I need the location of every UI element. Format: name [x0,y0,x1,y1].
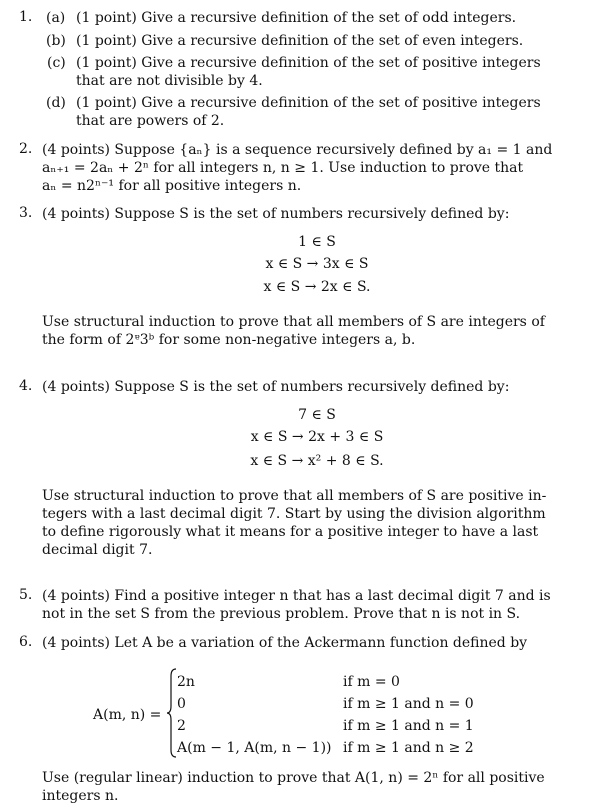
problem-6-text-2: integers n. [42,788,119,804]
problem-2-line1: (4 points) Suppose {aₙ} is a sequence recursively defined by a₁ = 1 and [42,142,553,158]
problem-5-number: 5. [19,587,33,603]
problem-2-line2: aₙ₊₁ = 2aₙ + 2ⁿ for all integers n, n ≥ 1. Use induction to prove that [42,160,524,176]
problem-3-rule-1: 1 ∈ S [298,234,336,250]
problem-3-intro: (4 points) Suppose S is the set of numbers recursively defined by: [42,206,510,222]
problem-5-line1: (4 points) Find a positive integer n that has a last decimal digit 7 and is [42,588,551,604]
problem-1a-label: (a) [46,10,66,26]
case-2-condition: if m ≥ 1 and n = 0 [343,696,474,712]
problem-6-text-1: Use (regular linear) induction to prove that A(1, n) = 2ⁿ for all positive [42,770,545,786]
problem-2-number: 2. [19,141,33,157]
problem-4-text-1: Use structural induction to prove that all members of S are positive in- [42,488,547,504]
problem-1d-line2: that are powers of 2. [76,113,225,129]
problem-3-number: 3. [19,205,33,221]
problem-4-rule-1: 7 ∈ S [298,407,336,423]
problem-6-intro: (4 points) Let A be a variation of the Ackermann function defined by [42,635,528,651]
problem-4-text-3: to define rigorously what it means for a positive integer to have a last [42,524,539,540]
problem-3-text-2: the form of 2ᵄ3ᵇ for some non-negative integers a, b. [42,332,416,348]
problem-1b-label: (b) [46,33,66,49]
problem-1c-label: (c) [47,55,66,71]
problem-4-intro: (4 points) Suppose S is the set of numbers recursively defined by: [42,379,510,395]
case-2-value: 0 [177,696,186,712]
problem-1d-label: (d) [46,95,66,111]
problem-6-number: 6. [19,634,33,650]
problem-5-line2: not in the set S from the previous problem. Prove that n is not in S. [42,606,521,622]
problem-3-rule-3: x ∈ S → 2x ∈ S. [263,279,371,295]
problem-1b-text: (1 point) Give a recursive definition of the set of even integers. [76,33,524,49]
problem-4-rule-3: x ∈ S → x² + 8 ∈ S. [250,453,384,469]
case-1-value: 2n [177,674,195,690]
case-3-condition: if m ≥ 1 and n = 1 [343,718,474,734]
problem-4-text-2: tegers with a last decimal digit 7. Start by using the division algorithm [42,506,546,522]
case-3-value: 2 [177,718,186,734]
case-4-value: A(m − 1, A(m, n − 1)) [177,740,332,756]
problem-4-rule-2: x ∈ S → 2x + 3 ∈ S [250,429,384,445]
problem-2-line3: aₙ = n2ⁿ⁻¹ for all positive integers n. [42,178,302,194]
problem-1d-line1: (1 point) Give a recursive definition of the set of positive integers [76,95,541,111]
problem-1a-text: (1 point) Give a recursive definition of the set of odd integers. [76,10,517,26]
problem-1c-line1: (1 point) Give a recursive definition of the set of positive integers [76,55,541,71]
problem-1-number: 1. [19,9,33,25]
problem-3-rule-2: x ∈ S → 3x ∈ S [265,256,369,272]
case-1-condition: if m = 0 [343,674,400,690]
case-4-condition: if m ≥ 1 and n ≥ 2 [343,740,474,756]
problem-4-number: 4. [19,378,33,394]
problem-1c-line2: that are not divisible by 4. [76,73,263,89]
problem-4-text-4: decimal digit 7. [42,542,153,558]
ackermann-lhs: A(m, n) = [93,707,162,723]
problem-3-text-1: Use structural induction to prove that all members of S are integers of [42,314,545,330]
